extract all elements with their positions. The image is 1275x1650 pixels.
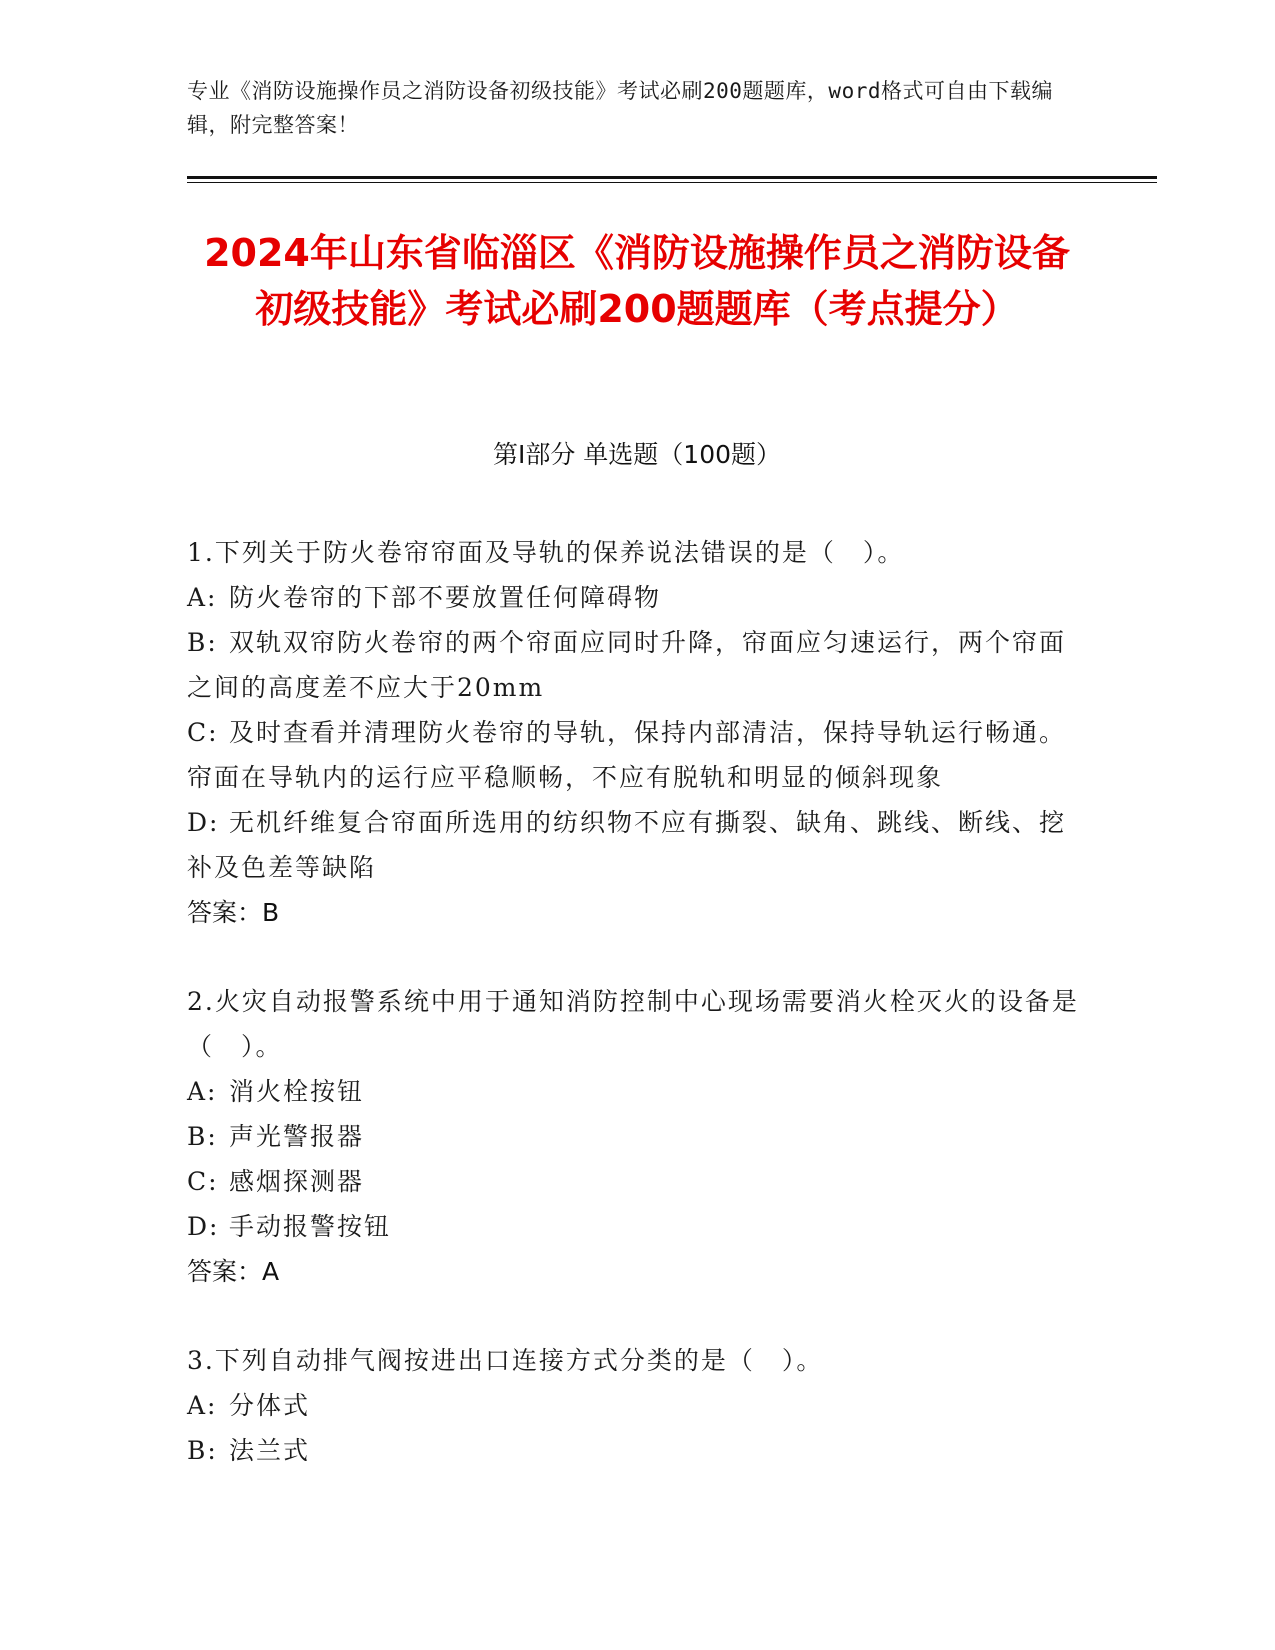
question-3-option-a <box>187 1383 1087 1428</box>
question-2-stem: 火灾自动报警系统中用于通知消防控制中心现场需要消火栓灭火的设备是（ ）。 <box>187 987 1079 1061</box>
question-2 <box>187 979 1087 1294</box>
question-1-option-c <box>187 710 1087 800</box>
question-1-number: 1. <box>187 538 215 567</box>
question-3 <box>187 1338 1087 1473</box>
answer-label: 答案： <box>187 1257 263 1286</box>
question-3-option-b <box>187 1428 1087 1473</box>
option-letter: D: <box>187 808 220 837</box>
question-3-number: 3. <box>187 1346 215 1375</box>
question-2-option-b <box>187 1114 1087 1159</box>
option-text: 分体式 <box>229 1391 311 1420</box>
option-text: 及时查看并清理防火卷帘的导轨，保持内部清洁，保持导轨运行畅通。帘面在导轨内的运行应平稳顺畅，不应有脱轨和明显的倾斜现象 <box>187 718 1067 792</box>
section-heading: 第I部分 单选题（100题） <box>492 440 782 469</box>
option-text: 双轨双帘防火卷帘的两个帘面应同时升降，帘面应匀速运行，两个帘面之间的高度差不应大于20mm <box>187 628 1067 702</box>
header-divider-thin <box>187 182 1157 183</box>
option-letter: C: <box>187 1167 219 1196</box>
question-1 <box>187 530 1087 935</box>
option-text: 声光警报器 <box>229 1122 365 1151</box>
question-2-option-d <box>187 1204 1087 1249</box>
option-text: 感烟探测器 <box>229 1167 365 1196</box>
answer-value: A <box>262 1257 280 1286</box>
answer-value: B <box>262 898 280 927</box>
option-letter: A: <box>187 583 218 612</box>
question-1-stem: 下列关于防火卷帘帘面及导轨的保养说法错误的是（ ）。 <box>214 538 905 567</box>
question-3-stem: 下列自动排气阀按进出口连接方式分类的是（ ）。 <box>214 1346 824 1375</box>
question-2-option-c <box>187 1159 1087 1204</box>
question-list <box>187 530 1087 1517</box>
option-letter: B: <box>187 1122 218 1151</box>
option-text: 无机纤维复合帘面所选用的纺织物不应有撕裂、缺角、跳线、断线、挖补及色差等缺陷 <box>187 808 1067 882</box>
question-2-option-a <box>187 1069 1087 1114</box>
header-note: 专业《消防设施操作员之消防设备初级技能》考试必刷200题题库，word格式可自由下载编辑，附完整答案！ <box>187 79 1053 137</box>
question-1-option-a <box>187 575 1087 620</box>
question-3-text <box>187 1338 1087 1383</box>
answer-label: 答案： <box>187 898 263 927</box>
question-1-answer <box>187 890 1087 935</box>
option-text: 法兰式 <box>229 1436 311 1465</box>
question-1-option-d <box>187 800 1087 890</box>
option-text: 消火栓按钮 <box>229 1077 365 1106</box>
option-text: 手动报警按钮 <box>229 1212 392 1241</box>
question-2-text <box>187 979 1087 1069</box>
question-2-answer <box>187 1249 1087 1294</box>
question-1-text <box>187 530 1087 575</box>
document-title: 2024年山东省临淄区《消防设施操作员之消防设备初级技能》考试必刷200题题库（考点提分） <box>204 231 1070 331</box>
option-letter: B: <box>187 628 218 657</box>
option-letter: D: <box>187 1212 220 1241</box>
option-letter: C: <box>187 718 219 747</box>
option-letter: A: <box>187 1077 218 1106</box>
question-1-option-b <box>187 620 1087 710</box>
option-text: 防火卷帘的下部不要放置任何障碍物 <box>229 583 662 612</box>
option-letter: B: <box>187 1436 218 1465</box>
option-letter: A: <box>187 1391 218 1420</box>
header-divider-thick <box>187 176 1157 179</box>
question-2-number: 2. <box>187 987 215 1016</box>
